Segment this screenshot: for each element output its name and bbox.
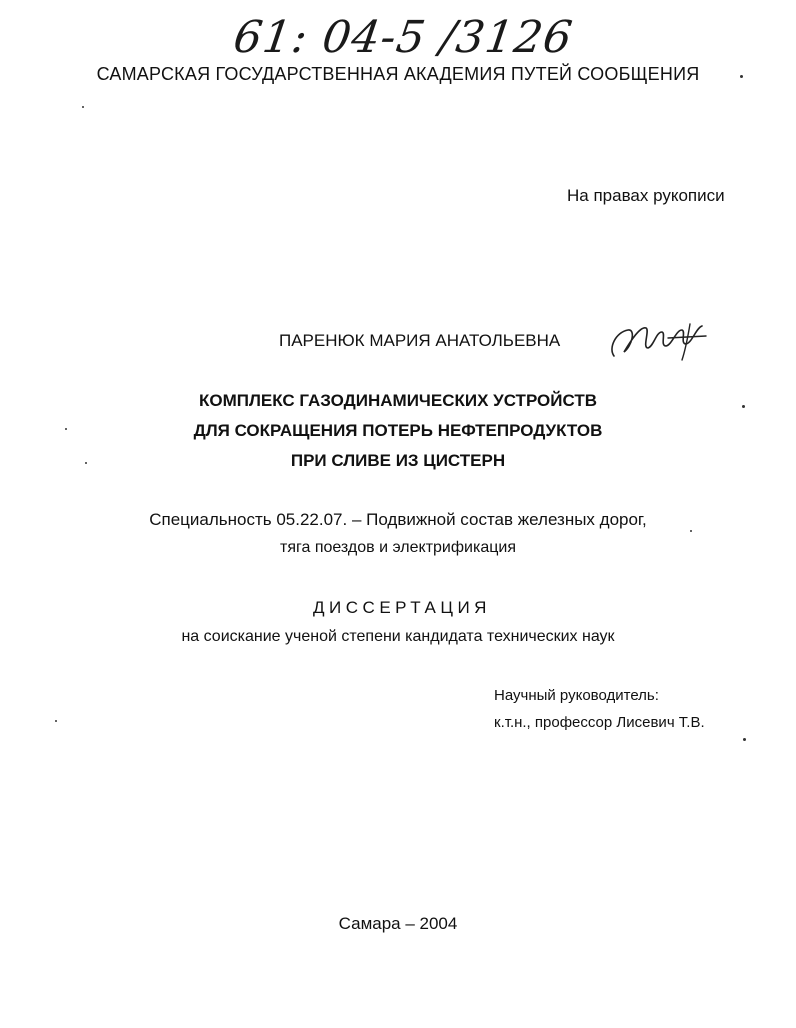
manuscript-rights-note: На правах рукописи (567, 186, 725, 205)
supervisor-name: к.т.н., профессор Лисевич Т.В. (494, 714, 705, 731)
scan-speck (690, 530, 692, 532)
thesis-title-line-3: ПРИ СЛИВЕ ИЗ ЦИСТЕРН (290, 451, 506, 470)
scan-speck (743, 738, 746, 741)
scan-speck (85, 462, 87, 464)
specialty-line-1: Специальность 05.22.07. – Подвижной состав железных дорог, (149, 510, 647, 529)
scan-speck (65, 428, 67, 430)
thesis-title-line-1: КОМПЛЕКС ГАЗОДИНАМИЧЕСКИХ УСТРОЙСТВ (198, 391, 598, 410)
degree-description: на соискание ученой степени кандидата технических наук (181, 628, 615, 645)
author-name: ПАРЕНЮК МАРИЯ АНАТОЛЬЕВНА (279, 331, 561, 350)
institution-name: САМАРСКАЯ ГОСУДАРСТВЕННАЯ АКАДЕМИЯ ПУТЕЙ СООБЩЕНИЯ (96, 64, 700, 84)
document-type: ДИССЕРТАЦИЯ (313, 598, 491, 617)
scan-speck (82, 106, 84, 108)
scan-speck (742, 405, 745, 408)
author-signature (606, 318, 716, 364)
thesis-title-line-2: ДЛЯ СОКРАЩЕНИЯ ПОТЕРЬ НЕФТЕПРОДУКТОВ (193, 421, 603, 440)
handwritten-archive-code: 61: 04-5 /3126 (230, 12, 577, 63)
scan-speck (740, 75, 743, 78)
supervisor-label: Научный руководитель: (494, 687, 659, 704)
city-and-year: Самара – 2004 (338, 914, 458, 933)
scan-speck (55, 720, 57, 722)
specialty-line-2: тяга поездов и электрификация (280, 539, 516, 556)
